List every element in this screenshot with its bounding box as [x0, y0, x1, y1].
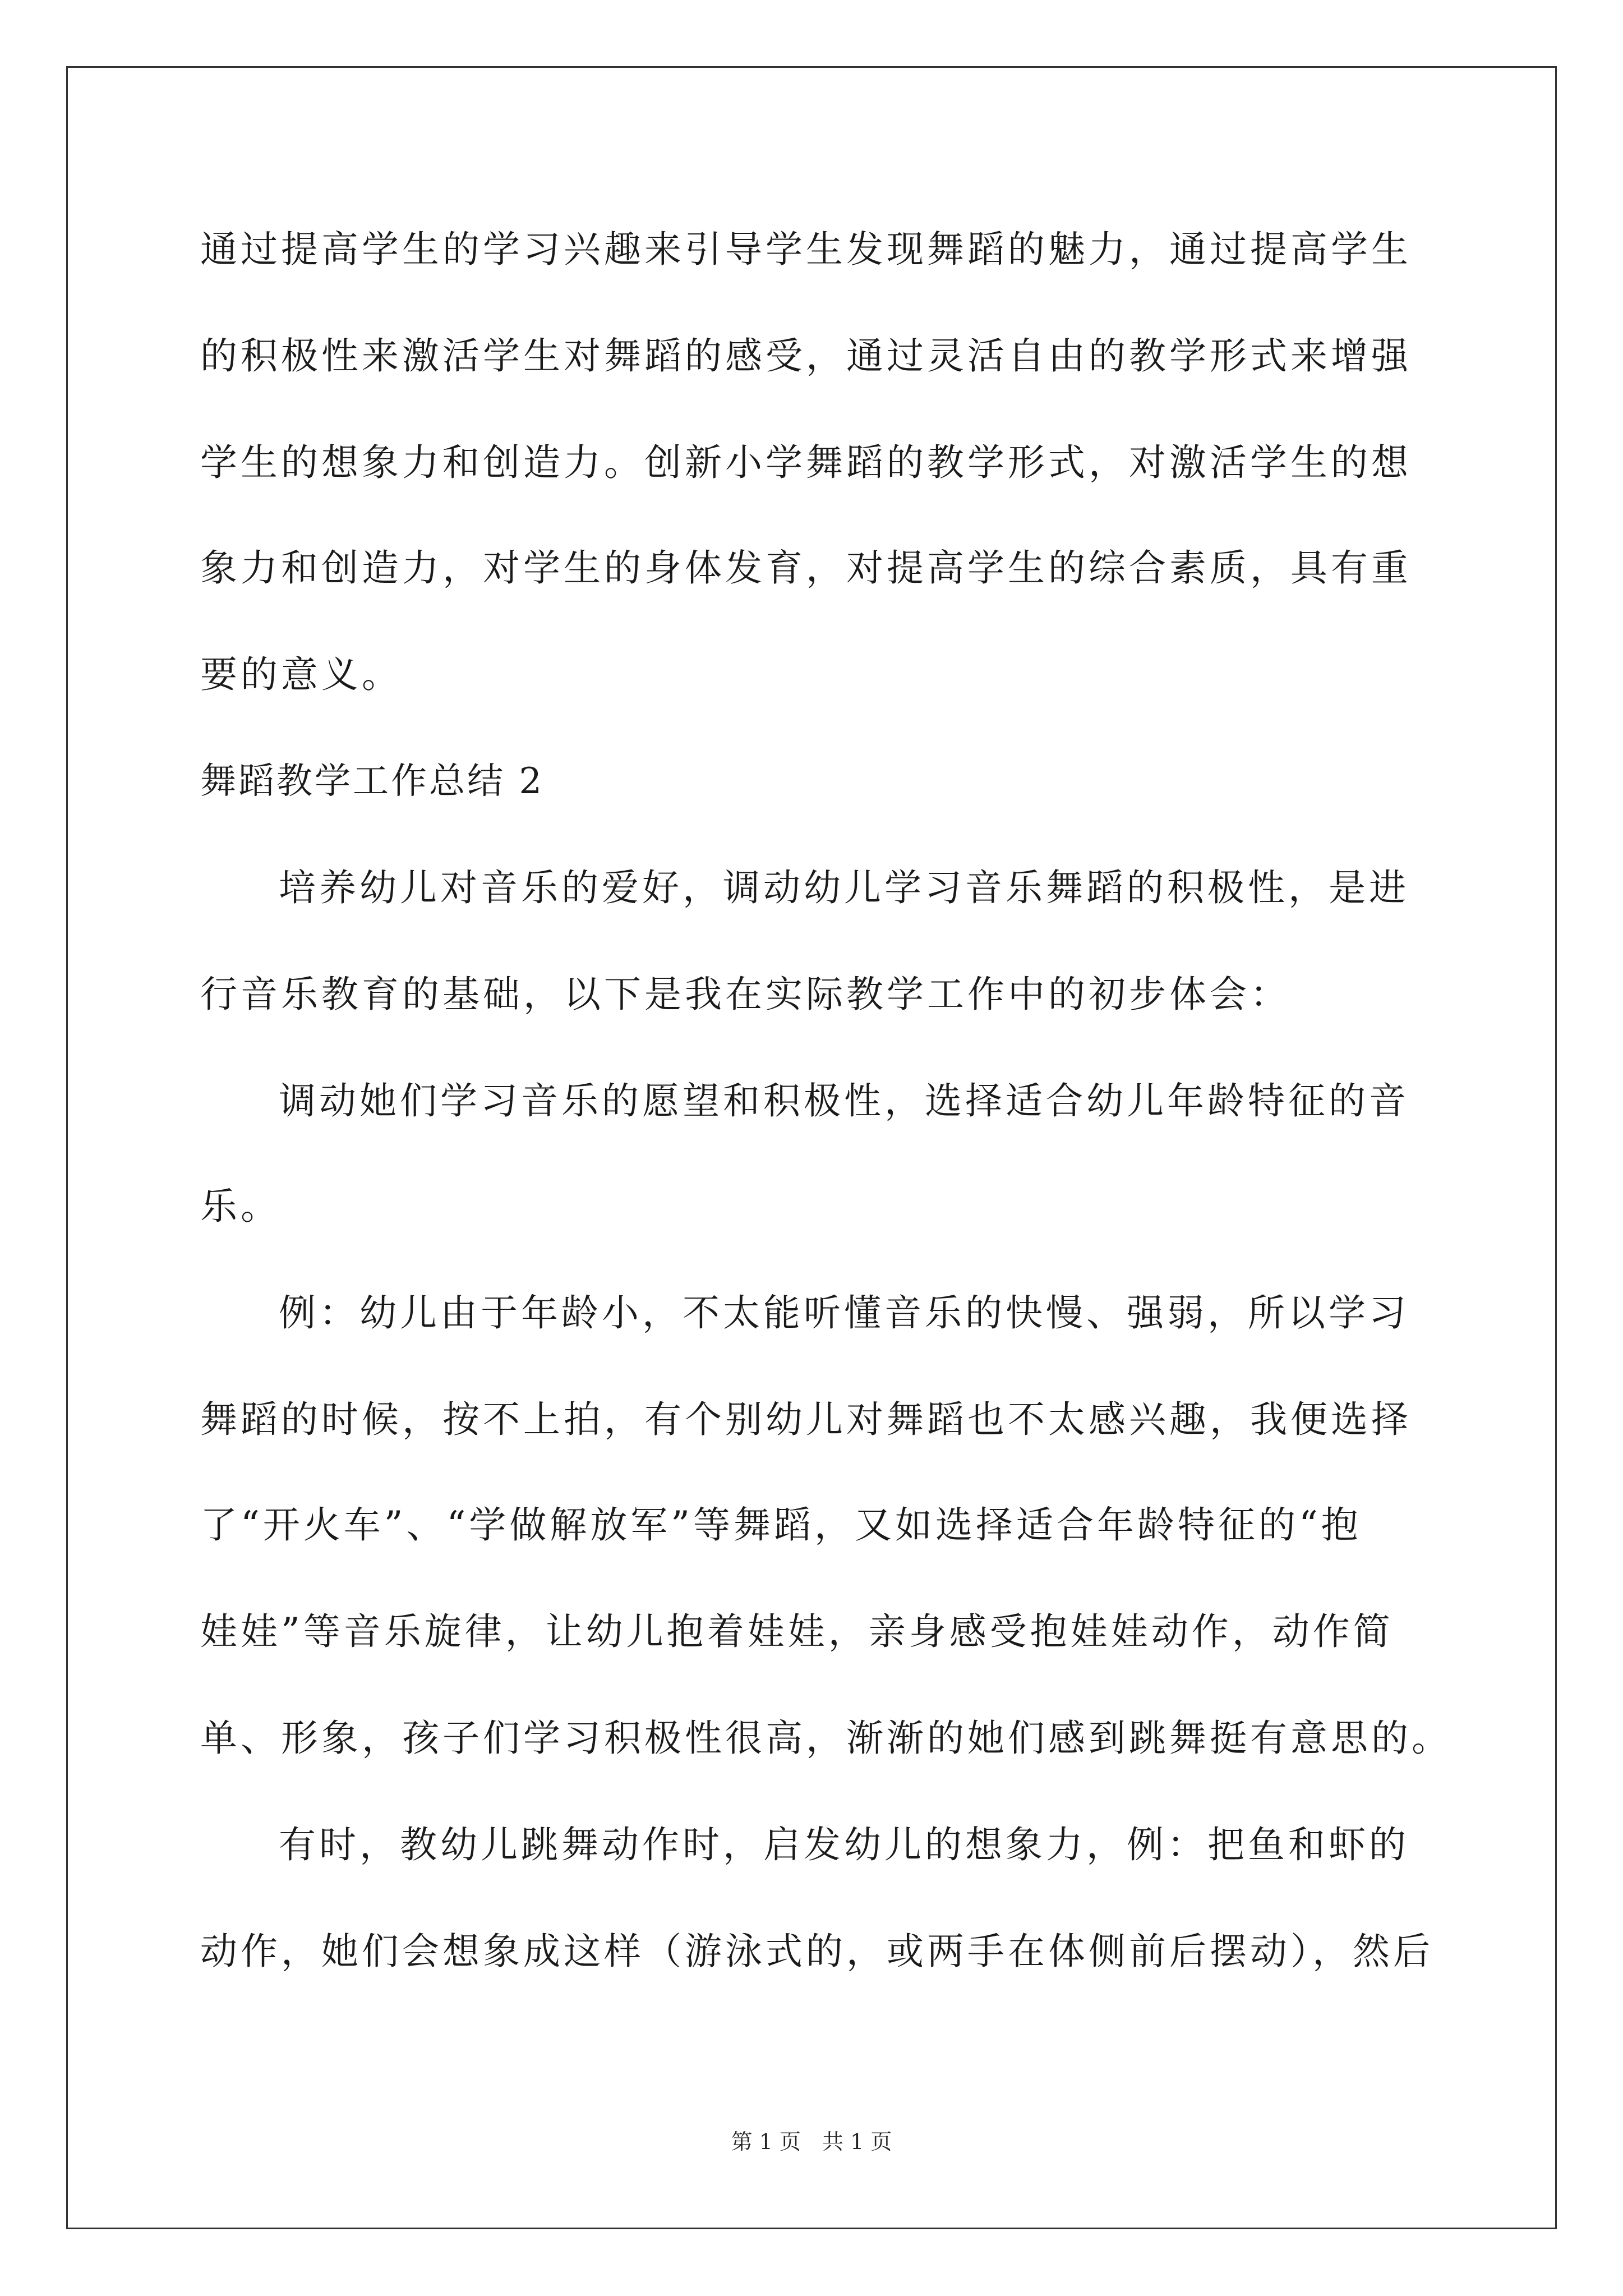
- body-line: 象力和创造力，对学生的身体发育，对提高学生的综合素质，具有重: [200, 546, 1412, 590]
- body-line: 有时，教幼儿跳舞动作时，启发幼儿的想象力，例：把鱼和虾的: [279, 1823, 1409, 1866]
- body-line: 要的意义。: [200, 653, 402, 696]
- page-footer: 第 1 页 共 1 页: [731, 2129, 892, 2154]
- section-heading: 舞蹈教学工作总结 2: [200, 761, 545, 802]
- body-line: 动作，她们会想象成这样（游泳式的，或两手在体侧前后摆动），然后: [200, 1930, 1433, 1973]
- page-border: [66, 66, 1557, 2229]
- body-line: 的积极性来激活学生对舞蹈的感受，通过灵活自由的教学形式来增强: [200, 334, 1412, 378]
- body-line: 通过提高学生的学习兴趣来引导学生发现舞蹈的魅力，通过提高学生: [200, 228, 1412, 271]
- body-line: 娃娃”等音乐旋律，让幼儿抱着娃娃，亲身感受抱娃娃动作，动作简: [200, 1610, 1394, 1653]
- body-line: 单、形象，孩子们学习积极性很高，渐渐的她们感到跳舞挺有意思的。: [200, 1717, 1452, 1760]
- body-line: 舞蹈的时候，按不上拍，有个别幼儿对舞蹈也不太感兴趣，我便选择: [200, 1398, 1412, 1441]
- body-line: 行音乐教育的基础，以下是我在实际教学工作中的初步体会：: [200, 973, 1290, 1016]
- body-line: 培养幼儿对音乐的爱好，调动幼儿学习音乐舞蹈的积极性，是进: [279, 866, 1409, 909]
- body-line: 乐。: [200, 1185, 281, 1228]
- body-line: 调动她们学习音乐的愿望和积极性，选择适合幼儿年龄特征的音: [279, 1079, 1409, 1122]
- body-line: 学生的想象力和创造力。创新小学舞蹈的教学形式，对激活学生的想: [200, 441, 1412, 484]
- body-line: 例：幼儿由于年龄小，不太能听懂音乐的快慢、强弱，所以学习: [279, 1291, 1409, 1335]
- body-line: 了“开火车”、“学做解放军”等舞蹈，又如选择适合年龄特征的“抱: [200, 1503, 1362, 1547]
